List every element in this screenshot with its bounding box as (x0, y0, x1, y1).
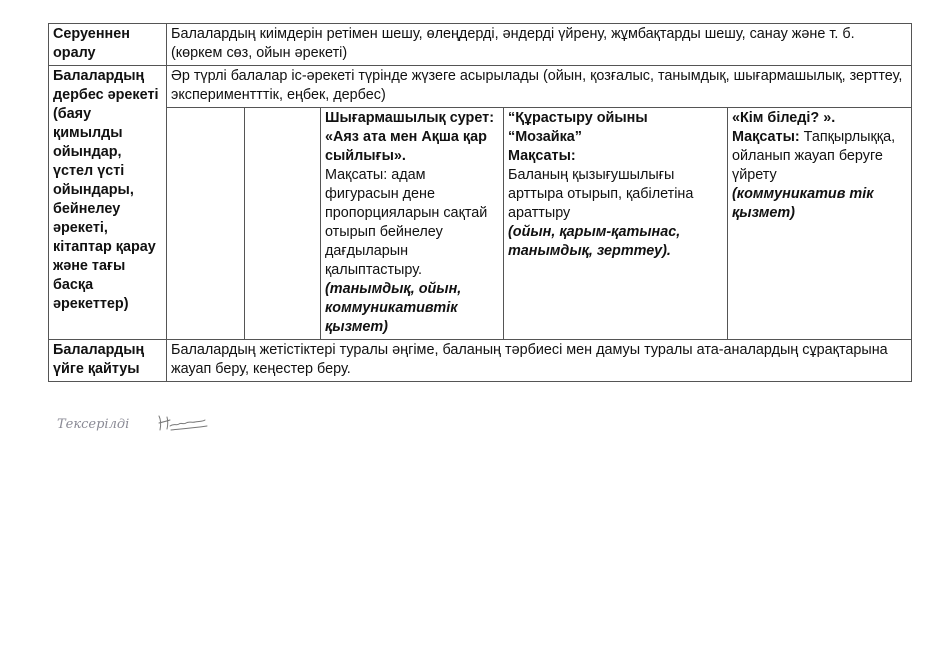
empty-cell (167, 108, 245, 340)
daily-plan-table (48, 23, 912, 382)
activity-goal-label: Мақсаты: (508, 148, 576, 164)
activity-cell (321, 108, 504, 340)
signature-checked-text: Тексерілді (57, 417, 130, 432)
row-content: Әр түрлі балалар іс-әрекеті түрінде жүзеге асырылады (ойын, қозғалыс, танымдық, шығармашылық, зерттеу, экспериментттік, еңбек, дербес) (167, 66, 912, 108)
activity-tags: (танымдық, ойын, коммуникативтік қызмет) (325, 281, 462, 335)
handwritten-signature (55, 410, 220, 436)
row-label: Балалардың дербес әрекеті (баяу қимылды ойындар, үстел үсті ойындары, бейнелеу әрекеті, кітаптар қарау және тағы басқа әрекеттер) (49, 66, 167, 340)
row-content: Балалардың киімдерін ретімен шешу, өлеңдерді, әндерді үйрену, жұмбақтарды шешу, санау және т. б. (көркем сөз, ойын әрекеті) (167, 24, 912, 66)
activity-tags: (ойын, қарым-қатынас, танымдық, зерттеу). (508, 224, 681, 259)
activity-goal-text: Тапқырлыққа, ойланып жауап беруге үйрету (732, 129, 896, 183)
row-independent-header (49, 66, 912, 108)
activity-title: “Құрастыру ойыны “Мозайка” (508, 110, 648, 145)
activity-goal (732, 128, 908, 185)
activity-title: Шығармашылық сурет: «Аяз ата мен Ақша қар сыйлығы». (325, 110, 494, 164)
activity-title: «Кім біледі? ». (732, 110, 836, 126)
row-independent-activities (49, 108, 912, 340)
row-walk-return (49, 24, 912, 66)
activity-cell (504, 108, 728, 340)
row-label: Балалардың үйге қайтуы (49, 340, 167, 382)
activity-goal-label: Мақсаты: (732, 129, 800, 145)
activity-goal: Баланың қызығушылығы арттыра отырып, қабілетіна араттыру (508, 167, 694, 221)
activity-cell (728, 108, 912, 340)
activity-goal: Мақсаты: адам фигурасын дене пропорцияларын сақтай отырып бейнелеу дағдыларын қалыптастыру. (325, 167, 488, 278)
row-label: Серуеннен оралу (49, 24, 167, 66)
activity-tags: (коммуникатив тік қызмет) (732, 186, 874, 221)
row-content: Балалардың жетістіктері туралы әңгіме, баланың тәрбиесі мен дамуы туралы ата-аналардың сұрақтарына жауап беру, кеңестер беру. (167, 340, 912, 382)
row-going-home (49, 340, 912, 382)
empty-cell (245, 108, 321, 340)
